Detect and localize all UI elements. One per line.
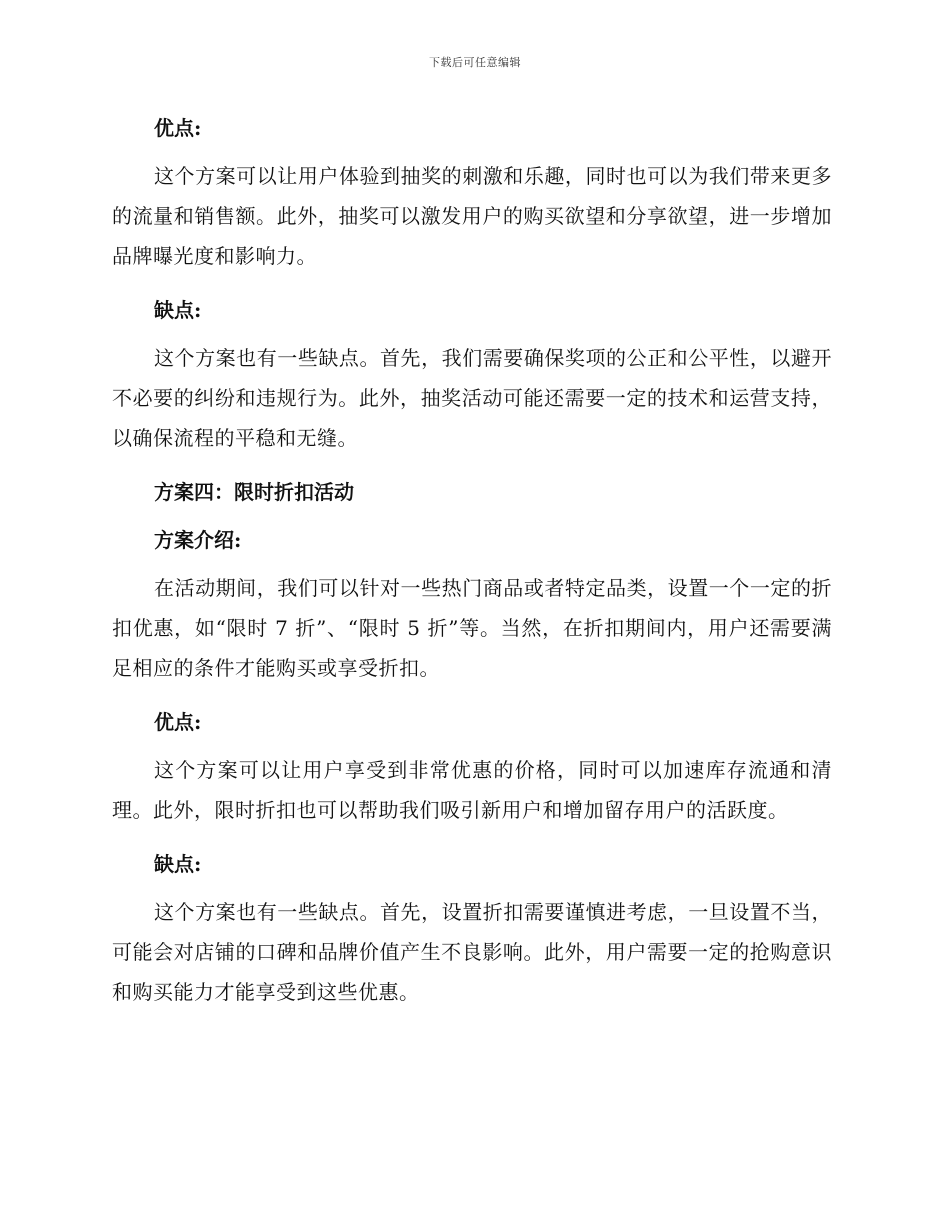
section-heading-pros-2: 优点: — [154, 710, 202, 734]
section-heading-cons-2: 缺点: — [154, 852, 202, 876]
document-body — [112, 108, 832, 1026]
paragraph-intro: 在活动期间，我们可以针对一些热门商品或者特定品类，设置一个一定的折扣优惠，如“限时 7 折”、“限时 5 折”等。当然，在折扣期间内，用户还需要满足相应的条件才能购买或享受折扣。 — [112, 576, 832, 680]
page-header: 下载后可任意编辑 — [429, 56, 521, 69]
plan-four-title: 方案四：限时折扣活动 — [154, 480, 354, 504]
paragraph-cons: 这个方案也有一些缺点。首先，我们需要确保奖项的公正和公平性，以避开不必要的纠纷和违规行为。此外，抽奖活动可能还需要一定的技术和运营支持，以确保流程的平稳和无缝。 — [112, 346, 832, 450]
section-heading-intro: 方案介绍: — [154, 528, 242, 552]
paragraph-pros: 这个方案可以让用户体验到抽奖的刺激和乐趣，同时也可以为我们带来更多的流量和销售额。此外，抽奖可以激发用户的购买欲望和分享欲望，进一步增加品牌曝光度和影响力。 — [112, 164, 832, 268]
section-heading-cons: 缺点: — [154, 298, 202, 322]
section-heading-pros: 优点: — [154, 116, 202, 140]
paragraph-cons-2: 这个方案也有一些缺点。首先，设置折扣需要谨慎进考虑，一旦设置不当，可能会对店铺的口碑和品牌价值产生不良影响。此外，用户需要一定的抢购意识和购买能力才能享受到这些优惠。 — [112, 900, 832, 1004]
paragraph-pros-2: 这个方案可以让用户享受到非常优惠的价格，同时可以加速库存流通和清理。此外，限时折扣也可以帮助我们吸引新用户和增加留存用户的活跃度。 — [112, 758, 832, 822]
